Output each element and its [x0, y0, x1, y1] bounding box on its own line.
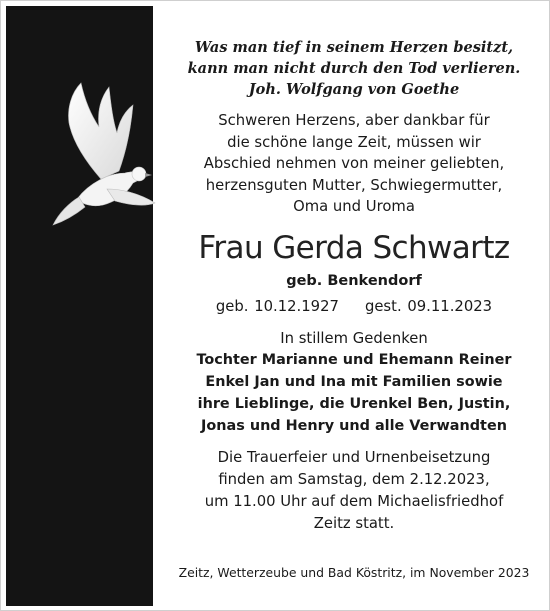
intro-line: Schweren Herzens, aber dankbar für	[218, 112, 490, 129]
life-dates	[169, 296, 539, 318]
death-date: gest. 09.11.2023	[364, 297, 493, 315]
birth-date: geb. 10.12.1927	[215, 297, 339, 315]
quote-line-2: kann man nicht durch den Tod verlieren.	[187, 60, 521, 77]
quote-line-1: Was man tief in seinem Herzen besitzt,	[194, 39, 514, 56]
intro-line: Abschied nehmen von meiner geliebten,	[203, 155, 505, 172]
mourner-line: Enkel Jan und Ina mit Familien sowie	[205, 373, 503, 390]
goethe-quote	[169, 37, 539, 100]
mourner-line: Jonas und Henry und alle Verwandten	[201, 417, 507, 434]
mourner-line: Tochter Marianne und Ehemann Reiner	[196, 351, 512, 368]
maiden-name: geb. Benkendorf	[286, 272, 422, 289]
deceased-name: Frau Gerda Schwartz	[198, 229, 510, 266]
service-line: Die Trauerfeier und Urnenbeisetzung	[217, 448, 491, 466]
mourner-line: ihre Lieblinge, die Urenkel Ben, Justin,	[197, 395, 511, 412]
dove-icon	[29, 71, 169, 241]
service-line: Zeitz statt.	[313, 514, 395, 532]
notice-text	[169, 37, 539, 535]
place-and-date: Zeitz, Wetterzeube und Bad Köstritz, im November 2023	[178, 565, 530, 580]
funeral-service-info	[169, 447, 539, 535]
memory-heading: In stillem Gedenken	[280, 329, 428, 347]
service-line: um 11.00 Uhr auf dem Michaelisfriedhof	[204, 492, 504, 510]
intro-paragraph	[169, 110, 539, 218]
quote-author: Joh. Wolfgang von Goethe	[248, 81, 460, 98]
intro-line: die schöne lange Zeit, müssen wir	[227, 133, 481, 151]
mourners-list	[169, 349, 539, 437]
service-line: finden am Samstag, dem 2.12.2023,	[218, 470, 490, 488]
intro-line: herzensguten Mutter, Schwiegermutter,	[205, 176, 503, 194]
intro-line: Oma und Uroma	[293, 198, 415, 215]
